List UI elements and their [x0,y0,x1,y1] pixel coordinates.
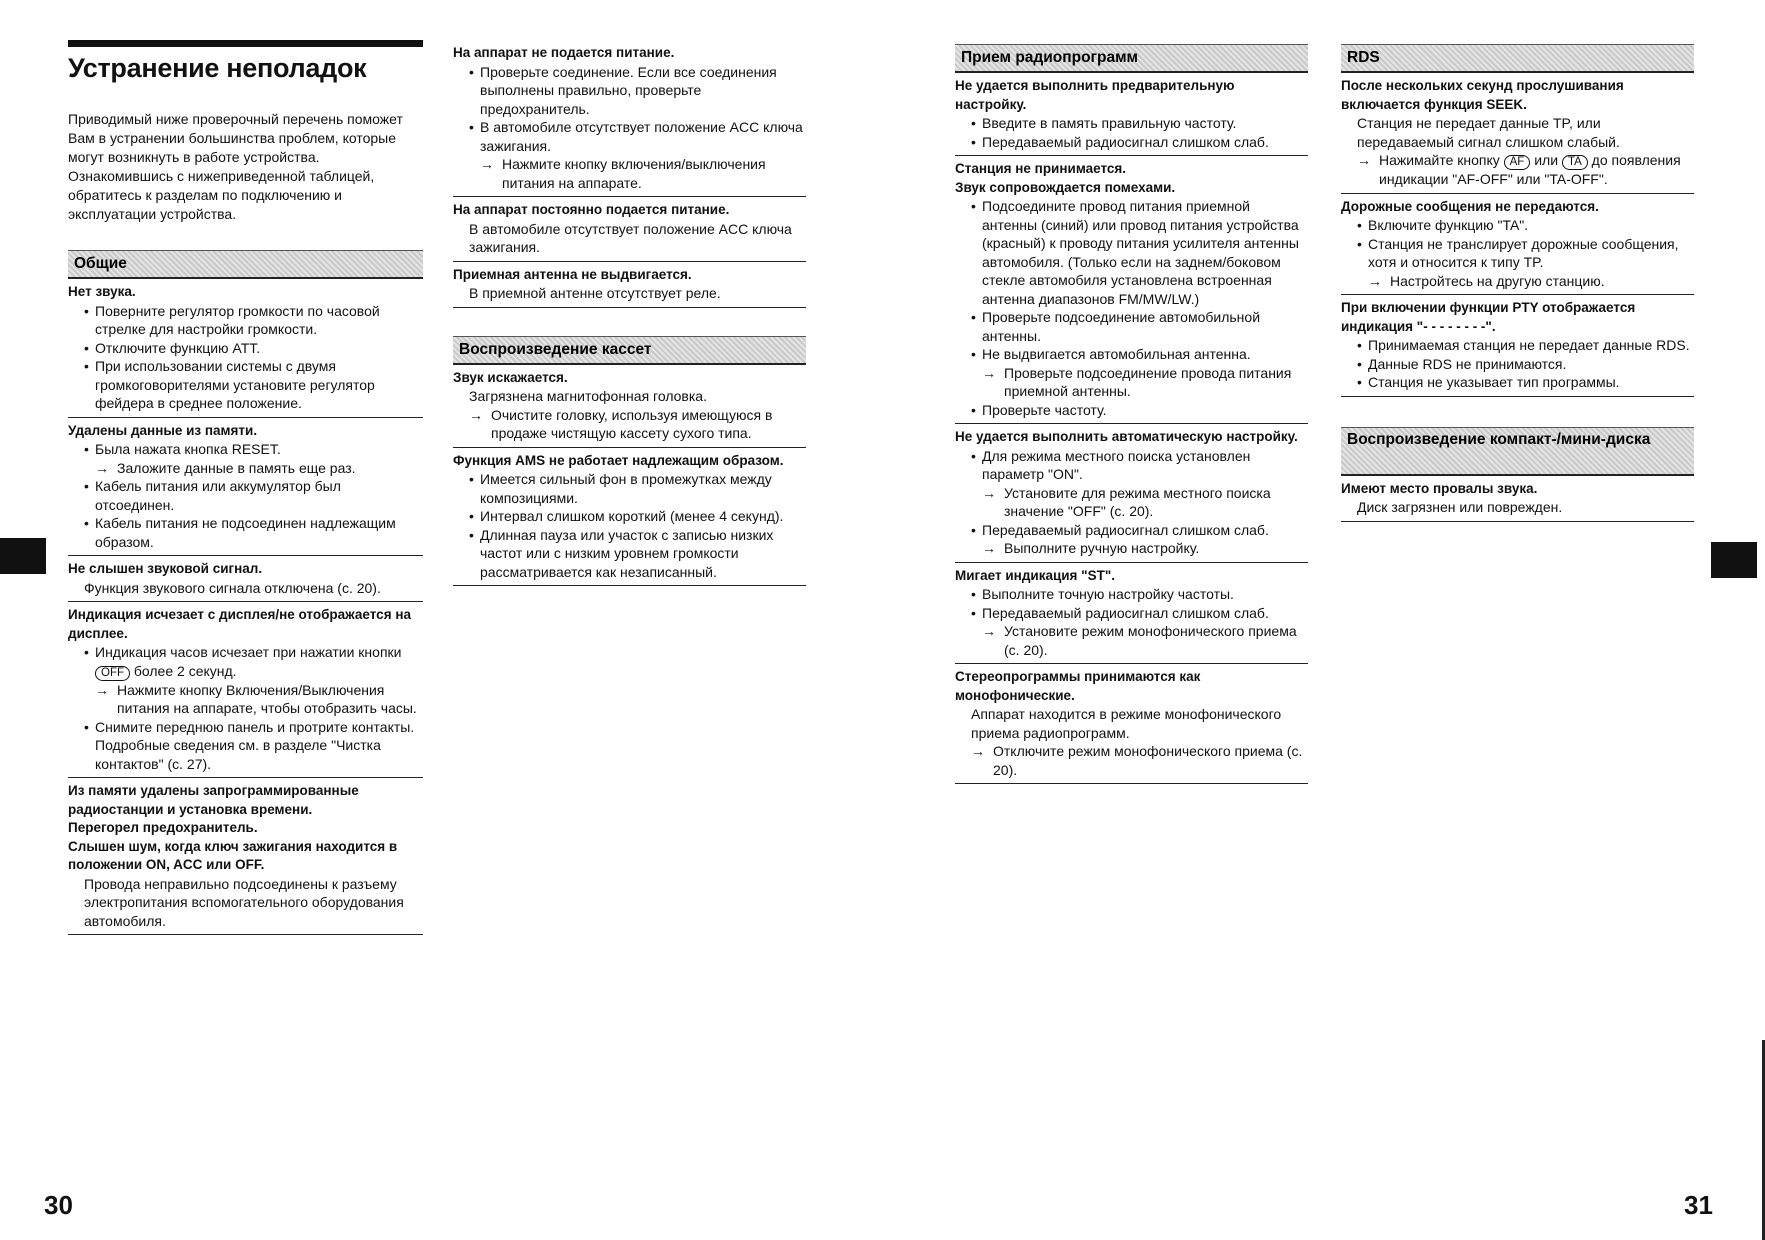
page-number-left: 30 [44,1190,73,1220]
issue-bullet: • Проверьте подсоединение автомобильной антенны. [971,308,1308,345]
issue-question: На аппарат постоянно подается питание. [453,202,730,217]
issue-pty [1341,295,1694,397]
section-header-cassette: Воспроизведение кассет [453,336,806,365]
issue-question: Дорожные сообщения не передаются. [1341,198,1599,214]
issue-bullet [469,118,806,192]
issue-question: Слышен шум, когда ключ зажигания находится в положении ON, ACC или OFF. [68,838,398,873]
issue-cause: Диск загрязнен или поврежден. [1357,499,1563,515]
page-title: Устранение неполадок [68,53,367,83]
remedy-arrow [1357,151,1694,189]
bullet-text: Индикация часов исчезает при нажатии кнопки [95,644,402,661]
issue-distortion [453,365,806,448]
issue-bullet: • Отключите функцию ATT. [84,339,423,358]
issue-cause: В автомобиле отсутствует положение ACC ключа зажигания. [469,220,792,255]
issue-question: Стереопрограммы принимаются как монофонические. [955,669,1201,703]
remedy-arrow: → Отключите режим монофонического приема (с. 20). [971,742,1308,779]
issue-bullet: • Передаваемый радиосигнал слишком слаб. [971,133,1308,152]
issue-bullet: • Интервал слишком короткий (менее 4 секунд). [469,507,806,526]
left-column-2 [453,40,806,586]
remedy-arrow: → Выполните ручную настройку. [982,539,1308,558]
issue-no-reception [955,156,1308,424]
issue-question: Функция AMS не работает надлежащим образом. [453,452,784,468]
remedy-arrow: → Настройтесь на другую станцию. [1368,272,1694,291]
issue-question: Мигает индикация "ST". [955,567,1115,583]
remedy-arrow: → Установите для режима местного поиска значение "OFF" (с. 20). [982,484,1308,521]
issue-bullet [84,643,423,718]
issue-bullet: • Подсоедините провод питания приемной антенны (синий) или провод питания устройства (красный) к проводу питания усилителя антенны автомобиля. (Только если на заднем/боковом стекле автомобиля установлена встроенная антенна диапазонов FM/MW/LW.) [971,197,1308,308]
issue-question: Не слышен звуковой сигнал. [68,561,263,577]
thumb-tab-right [1711,542,1757,578]
issue-traffic [1341,194,1694,296]
issue-bullet: • Снимите переднюю панель и протрите контакты. Подробные сведения см. в разделе "Чистка контактов" (с. 27). [84,718,423,774]
issue-bullet: • Проверьте соединение. Если все соединения выполнены правильно, проверьте предохранитель. [469,63,806,119]
issue-auto-tune [955,424,1308,563]
issue-bullet: • При использовании системы с двумя громкоговорителями установите регулятор фейдера в среднее положение. [84,357,423,413]
issue-question: Не удается выполнить автоматическую настройку. [955,429,1298,444]
issue-display [68,602,423,778]
issue-bullet: • Имеется сильный фон в промежутках между композициями. [469,470,806,507]
remedy-arrow: → Очистите головку, используя имеющуюся в продаже чистящую кассету сухого типа. [469,406,806,443]
issue-stations-erased [68,778,423,935]
issue-bullet [1357,235,1694,291]
bullet-text: Была нажата кнопка RESET. [95,441,281,458]
issue-bullet: • Выполните точную настройку частоты. [971,585,1308,604]
issue-st-blinks [955,563,1308,665]
remedy-arrow: → Нажмите кнопку Включения/Выключения питания на аппарате, чтобы отобразить часы. [95,681,423,718]
issue-bullet: • Длинная пауза или участок с записью низких частот или с низким уровнем громкости рассматривается как незаписанный. [469,526,806,582]
remedy-text: до появления индикации "AF-OFF" или "TA-OFF". [1379,152,1681,187]
remedy-text: или [1534,152,1559,168]
section-header-rds: RDS [1341,44,1694,73]
issue-question: Звук искажается. [453,369,568,385]
bullet-text: В автомобиле отсутствует положение ACC ключа зажигания. [480,119,803,154]
intro-paragraph: Приводимый ниже проверочный перечень поможет Вам в устранении большинства проблем, которые могут возникнуть в работе устройства. Ознакомившись с нижеприведенной таблицей, обратитесь к разделам по подключению и эксплуатации устройства. [68,111,403,223]
bullet-text: Не выдвигается автомобильная антенна. [982,346,1251,362]
section-header-radio: Прием радиопрограмм [955,44,1308,73]
thumb-tab-left [0,538,46,574]
issue-question: Удалены данные из памяти. [68,422,258,438]
bullet-text: Для режима местного поиска установлен параметр "ON". [982,447,1251,482]
issue-bullet: • Кабель питания или аккумулятор был отсоединен. [84,477,423,514]
issue-stereo-mono [955,664,1308,784]
issue-question: Приемная антенна не выдвигается. [453,266,692,282]
issue-question: Станция не принимается. [955,161,1127,176]
issue-question: Из памяти удалены запрограммированные радиостанции и установка времени. [68,783,359,817]
issue-antenna [453,262,806,308]
issue-ams [453,448,806,587]
right-column-1 [955,40,1308,784]
issue-question: Индикация исчезает с дисплея/не отображается на дисплее. [68,607,411,641]
issue-question: Перегорел предохранитель. [68,820,258,836]
issue-bullet: • Принимаемая станция не передает данные RDS. [1357,336,1694,355]
issue-question: На аппарат не подается питание. [453,45,675,60]
issue-bullet [971,447,1308,521]
issue-question: При включении функции PTY отображается индикация "- - - - - - - -". [1341,300,1636,334]
issue-no-beep [68,556,423,602]
issue-cause: Станция не передает данные TP, или передаваемый сигнал слишком слабый. [1357,115,1620,150]
issue-bullet: • Введите в память правильную частоту. [971,114,1308,133]
remedy-arrow: → Заложите данные в память еще раз. [95,459,423,478]
remedy-arrow: → Проверьте подсоединение провода питания приемной антенны. [982,364,1308,401]
bullet-text: более 2 секунд. [133,662,237,679]
bullet-text: Передаваемый радиосигнал слишком слаб. [982,604,1269,621]
issue-cause: Загрязнена магнитофонная головка. [469,388,707,404]
issue-cause: Функция звукового сигнала отключена (с. 20). [84,579,381,596]
issue-bullet [971,345,1308,401]
issue-cause: Аппарат находится в режиме монофонического приема радиопрограмм. [971,706,1282,741]
remedy-text: Нажимайте кнопку [1379,152,1500,168]
bullet-text: Станция не транслирует дорожные сообщения, хотя и относится к типу TP. [1368,235,1679,270]
remedy-arrow: → Установите режим монофонического приема (с. 20). [982,622,1308,659]
right-column-2 [1341,40,1694,522]
title-rule [68,40,423,47]
page-number-right: 31 [1684,1190,1713,1220]
off-key-icon: OFF [95,666,130,681]
issue-no-power [453,40,806,197]
bullet-text: Передаваемый радиосигнал слишком слаб. [982,521,1269,538]
issue-sound-skip [1341,476,1694,522]
left-column-1 [68,40,423,935]
issue-memory-cleared [68,418,423,557]
af-key-icon: AF [1504,155,1531,170]
issue-bullet: • Включите функцию "TA". [1357,216,1694,235]
remedy-arrow: → Нажмите кнопку включения/выключения питания на аппарате. [480,155,806,192]
section-header-cd: Воспроизведение компакт-/мини-диска [1341,427,1694,476]
issue-question: Имеют место провалы звука. [1341,480,1538,496]
section-header-general: Общие [68,250,423,279]
issue-bullet: • Станция не указывает тип программы. [1357,373,1694,392]
issue-bullet [971,521,1308,558]
issue-bullet: • Кабель питания не подсоединен надлежащим образом. [84,514,423,551]
issue-no-sound [68,279,423,418]
issue-bullet: • Данные RDS не принимаются. [1357,355,1694,374]
issue-bullet [84,440,423,477]
issue-question: Не удается выполнить предварительную настройку. [955,78,1235,112]
issue-bullet [971,604,1308,660]
issue-cause: В приемной антенне отсутствует реле. [469,285,721,301]
issue-preset [955,73,1308,156]
issue-cause: Провода неправильно подсоединены к разъему электропитания вспомогательного оборудования автомобиля. [84,875,404,929]
issue-question: После нескольких секунд прослушивания включается функция SEEK. [1341,78,1624,112]
issue-bullet: • Проверьте частоту. [971,401,1308,420]
issue-seek [1341,73,1694,194]
issue-always-powered [453,197,806,262]
issue-bullet: • Поверните регулятор громкости по часовой стрелке для настройки громкости. [84,302,423,339]
ta-key-icon: TA [1562,155,1588,170]
issue-question: Нет звука. [68,284,136,300]
issue-question: Звук сопровождается помехами. [955,179,1176,195]
